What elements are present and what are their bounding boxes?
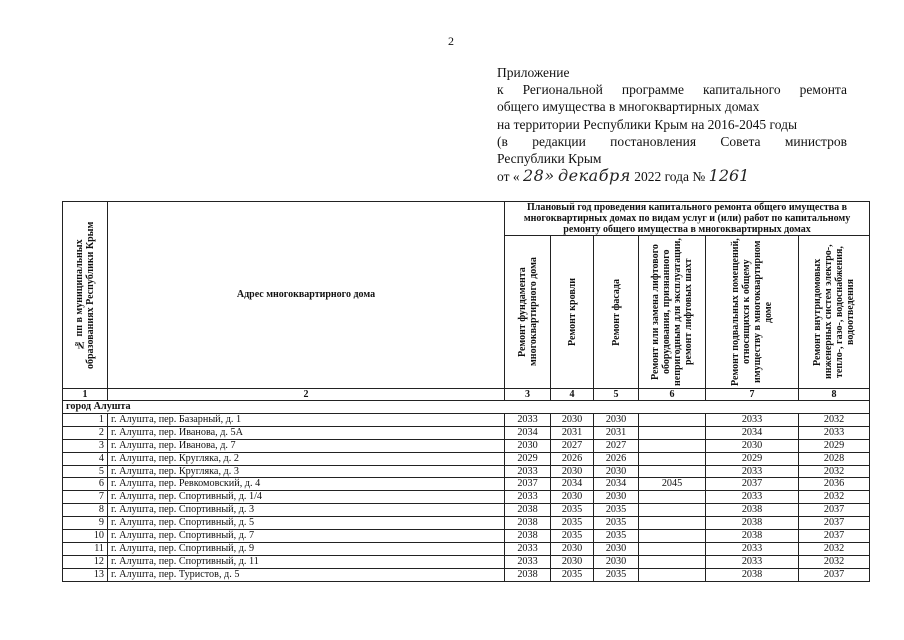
facade-year-cell: 2034 (594, 478, 639, 491)
column-number: 4 (551, 389, 594, 401)
utilities-year-cell: 2032 (799, 555, 870, 568)
basement-year-cell: 2029 (706, 452, 799, 465)
foundation-year-cell: 2033 (505, 491, 551, 504)
utilities-year-cell: 2037 (799, 568, 870, 581)
utilities-year-cell: 2029 (799, 439, 870, 452)
column-number-row (63, 389, 870, 401)
utilities-year-cell: 2037 (799, 530, 870, 543)
facade-year-cell: 2026 (594, 452, 639, 465)
facade-year-cell: 2030 (594, 555, 639, 568)
row-number-cell: 12 (63, 555, 108, 568)
page-number: 2 (448, 34, 454, 48)
facade-year-cell: 2027 (594, 439, 639, 452)
address-cell: г. Алушта, пер. Спортивный, д. 11 (108, 555, 505, 568)
address-cell: г. Алушта, пер. Базарный, д. 1 (108, 413, 505, 426)
address-cell: г. Алушта, пер. Ревкомовский, д. 4 (108, 478, 505, 491)
header-row-number: № пп в муниципальных образованиях Республики Крым (63, 202, 108, 389)
roof-year-cell: 2035 (551, 568, 594, 581)
row-number-cell: 4 (63, 452, 108, 465)
basement-year-cell: 2034 (706, 426, 799, 439)
header-planned-year-group: Плановый год проведения капитального ремонта общего имущества в многоквартирных домах по видам услуг и (или) работ по капитальному ремонту общего имущества в многоквартирных домах (505, 202, 870, 236)
row-number-cell: 6 (63, 478, 108, 491)
elevator-year-cell (639, 517, 706, 530)
roof-year-cell: 2030 (551, 465, 594, 478)
roof-year-cell: 2030 (551, 491, 594, 504)
elevator-year-cell (639, 452, 706, 465)
column-number: 5 (594, 389, 639, 401)
table-row (63, 555, 870, 568)
facade-year-cell: 2030 (594, 542, 639, 555)
row-number-cell: 9 (63, 517, 108, 530)
header-foundation-repair: Ремонт фундамента многоквартирного дома (505, 236, 551, 389)
foundation-year-cell: 2033 (505, 413, 551, 426)
row-number-cell: 3 (63, 439, 108, 452)
table-row (63, 426, 870, 439)
header-roof-repair: Ремонт кровли (551, 236, 594, 389)
utilities-year-cell: 2033 (799, 426, 870, 439)
basement-year-cell: 2033 (706, 465, 799, 478)
header-line-6: Республики Крым (497, 151, 602, 167)
foundation-year-cell: 2038 (505, 504, 551, 517)
basement-year-cell: 2038 (706, 504, 799, 517)
handwritten-decree-number: 1261 (708, 166, 750, 186)
handwritten-day: 28» (522, 166, 555, 186)
row-number-cell: 8 (63, 504, 108, 517)
row-number-cell: 11 (63, 542, 108, 555)
address-cell: г. Алушта, пер. Кругляка, д. 2 (108, 452, 505, 465)
column-number: 2 (108, 389, 505, 401)
table-row (63, 568, 870, 581)
table-row (63, 478, 870, 491)
basement-year-cell: 2038 (706, 517, 799, 530)
header-date-line (497, 167, 847, 185)
basement-year-cell: 2038 (706, 530, 799, 543)
header-line-2: к Региональной программе капитального ремонта (497, 82, 847, 98)
foundation-year-cell: 2038 (505, 517, 551, 530)
column-number: 3 (505, 389, 551, 401)
facade-year-cell: 2035 (594, 568, 639, 581)
table-row (63, 413, 870, 426)
column-number: 8 (799, 389, 870, 401)
elevator-year-cell: 2045 (639, 478, 706, 491)
header-basement-repair: Ремонт подвальных помещений, относящихся к общему имуществу в многоквартирном доме (706, 236, 799, 389)
roof-year-cell: 2030 (551, 555, 594, 568)
foundation-year-cell: 2038 (505, 530, 551, 543)
column-number: 7 (706, 389, 799, 401)
utilities-year-cell: 2032 (799, 542, 870, 555)
basement-year-cell: 2038 (706, 568, 799, 581)
roof-year-cell: 2026 (551, 452, 594, 465)
elevator-year-cell (639, 530, 706, 543)
section-title-alushta: город Алушта (63, 401, 870, 414)
elevator-year-cell (639, 542, 706, 555)
roof-year-cell: 2035 (551, 504, 594, 517)
roof-year-cell: 2030 (551, 542, 594, 555)
table-row (63, 465, 870, 478)
header-address: Адрес многоквартирного дома (108, 202, 505, 389)
facade-year-cell: 2030 (594, 413, 639, 426)
header-line-1: Приложение (497, 65, 570, 80)
facade-year-cell: 2030 (594, 491, 639, 504)
row-number-cell: 7 (63, 491, 108, 504)
table-row (63, 542, 870, 555)
facade-year-cell: 2035 (594, 517, 639, 530)
table-row (63, 452, 870, 465)
roof-year-cell: 2035 (551, 517, 594, 530)
utilities-year-cell: 2036 (799, 478, 870, 491)
elevator-year-cell (639, 439, 706, 452)
address-cell: г. Алушта, пер. Спортивный, д. 1/4 (108, 491, 505, 504)
address-cell: г. Алушта, пер. Спортивный, д. 9 (108, 542, 505, 555)
date-year: 2022 года № (634, 169, 706, 185)
header-line-5: (в редакции постановления Совета министров (497, 133, 847, 149)
row-number-cell: 10 (63, 530, 108, 543)
header-elevator-repair: Ремонт или замена лифтового оборудования, признанного непригодным для эксплуатации, ремонт лифтовых шахт (639, 236, 706, 389)
utilities-year-cell: 2037 (799, 517, 870, 530)
address-cell: г. Алушта, пер. Иванова, д. 7 (108, 439, 505, 452)
address-cell: г. Алушта, пер. Иванова, д. 5А (108, 426, 505, 439)
roof-year-cell: 2027 (551, 439, 594, 452)
column-number: 6 (639, 389, 706, 401)
row-number-cell: 2 (63, 426, 108, 439)
utilities-year-cell: 2037 (799, 504, 870, 517)
header-facade-repair: Ремонт фасада (594, 236, 639, 389)
address-cell: г. Алушта, пер. Спортивный, д. 7 (108, 530, 505, 543)
roof-year-cell: 2031 (551, 426, 594, 439)
handwritten-month: декабря (558, 166, 631, 186)
basement-year-cell: 2030 (706, 439, 799, 452)
elevator-year-cell (639, 426, 706, 439)
repair-schedule-table (62, 201, 870, 582)
elevator-year-cell (639, 555, 706, 568)
utilities-year-cell: 2032 (799, 465, 870, 478)
foundation-year-cell: 2029 (505, 452, 551, 465)
table-row (63, 439, 870, 452)
foundation-year-cell: 2030 (505, 439, 551, 452)
basement-year-cell: 2033 (706, 542, 799, 555)
address-cell: г. Алушта, пер. Туристов, д. 5 (108, 568, 505, 581)
utilities-year-cell: 2032 (799, 491, 870, 504)
address-cell: г. Алушта, пер. Спортивный, д. 5 (108, 517, 505, 530)
header-line-4: на территории Республики Крым на 2016-2045 годы (497, 116, 798, 132)
roof-year-cell: 2030 (551, 413, 594, 426)
foundation-year-cell: 2034 (505, 426, 551, 439)
elevator-year-cell (639, 504, 706, 517)
table-row (63, 517, 870, 530)
table-row (63, 491, 870, 504)
address-cell: г. Алушта, пер. Кругляка, д. 3 (108, 465, 505, 478)
foundation-year-cell: 2038 (505, 568, 551, 581)
header-utilities-repair: Ремонт внутридомовых инженерных систем электро-, тепло-, газо-, водоснабжения, водоотведения (799, 236, 870, 389)
elevator-year-cell (639, 413, 706, 426)
utilities-year-cell: 2028 (799, 452, 870, 465)
appendix-header (497, 64, 847, 185)
roof-year-cell: 2035 (551, 530, 594, 543)
elevator-year-cell (639, 465, 706, 478)
foundation-year-cell: 2033 (505, 465, 551, 478)
row-number-cell: 5 (63, 465, 108, 478)
facade-year-cell: 2035 (594, 530, 639, 543)
basement-year-cell: 2033 (706, 413, 799, 426)
basement-year-cell: 2033 (706, 555, 799, 568)
column-number: 1 (63, 389, 108, 401)
foundation-year-cell: 2033 (505, 542, 551, 555)
table-row (63, 504, 870, 517)
row-number-cell: 1 (63, 413, 108, 426)
basement-year-cell: 2033 (706, 491, 799, 504)
facade-year-cell: 2035 (594, 504, 639, 517)
address-cell: г. Алушта, пер. Спортивный, д. 3 (108, 504, 505, 517)
row-number-cell: 13 (63, 568, 108, 581)
basement-year-cell: 2037 (706, 478, 799, 491)
utilities-year-cell: 2032 (799, 413, 870, 426)
foundation-year-cell: 2037 (505, 478, 551, 491)
facade-year-cell: 2031 (594, 426, 639, 439)
facade-year-cell: 2030 (594, 465, 639, 478)
table-row (63, 530, 870, 543)
date-prefix: от « (497, 169, 520, 185)
elevator-year-cell (639, 491, 706, 504)
header-line-3: общего имущества в многоквартирных домах (497, 99, 760, 115)
foundation-year-cell: 2033 (505, 555, 551, 568)
roof-year-cell: 2034 (551, 478, 594, 491)
elevator-year-cell (639, 568, 706, 581)
